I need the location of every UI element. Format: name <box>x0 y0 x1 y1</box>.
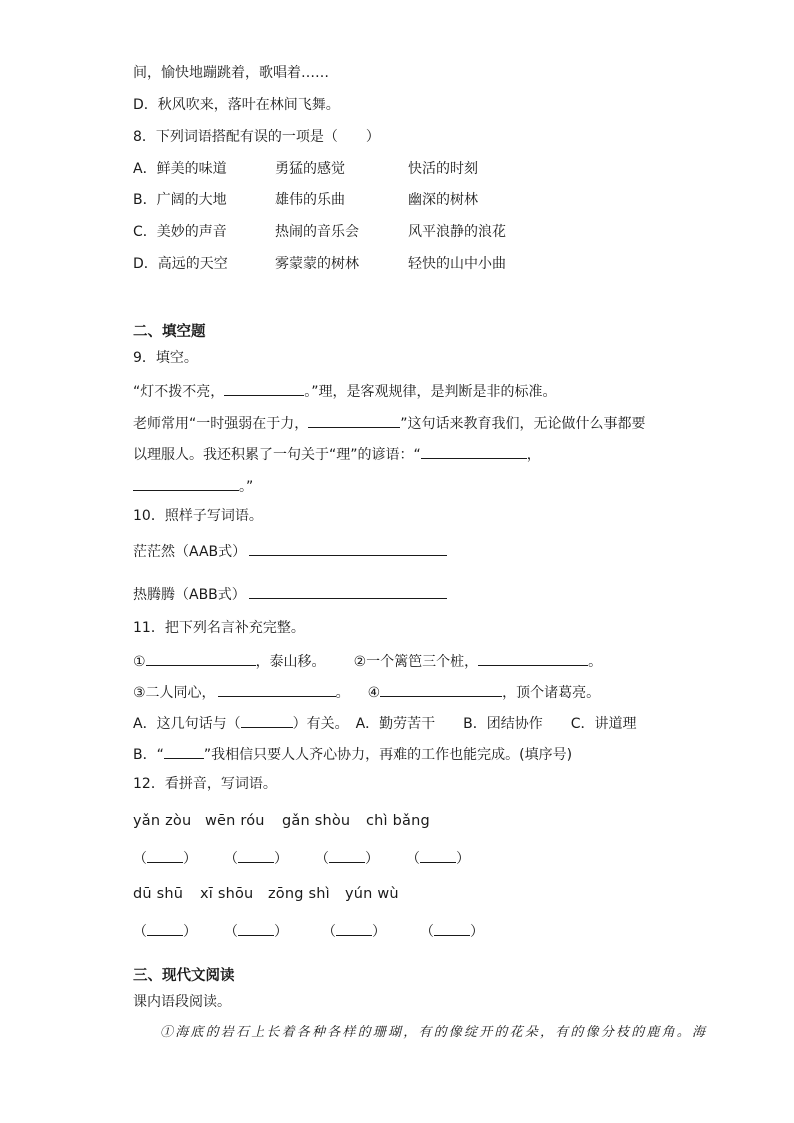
q12-blank-1[interactable] <box>147 848 183 863</box>
q12-blank-4[interactable] <box>420 848 456 863</box>
section-2-title: 二、填空题 <box>133 324 206 340</box>
q9-line-1-text-a: “灯不拨不亮， <box>133 384 225 400</box>
q8-option-a-col3: 快活的时刻 <box>408 161 478 177</box>
q11-l2-text-a: ③二人同心， <box>133 685 216 701</box>
q11-l2-text-c: ④ <box>367 685 381 701</box>
q11-choice-a: A．勤劳苦干 <box>355 716 436 732</box>
q11-l4-text-a: B．“ <box>133 747 164 763</box>
q8-option-c-col3: 风平浪静的浪花 <box>408 224 506 240</box>
q7-option-c-continuation: 间，愉快地蹦跳着，歌唱着…… <box>133 65 329 81</box>
q12-answer-8: （ ） <box>420 921 484 941</box>
q12-blank-2[interactable] <box>238 848 274 863</box>
q9-line-2-text-b: ”这句话来教育我们，无论做什么事都要 <box>400 416 646 432</box>
q9-blank-3[interactable] <box>421 444 527 459</box>
q8-option-d: D．高远的天空 <box>133 256 228 272</box>
q9-line-2-text-a: 老师常用“一时强弱在于力， <box>133 416 309 432</box>
q9-line-1-text-b: 。”理，是客观规律，是判断是非的标准。 <box>304 384 557 400</box>
q9-blank-4[interactable] <box>133 476 239 491</box>
q12-pinyin-6: xī shōu <box>200 886 254 902</box>
q8-stem: 8．下列词语搭配有误的一项是（ ） <box>133 129 380 145</box>
q10-stem: 10．照样子写词语。 <box>133 508 263 524</box>
reading-paragraph-1: ①海底的岩石上长着各种各样的珊瑚，有的像绽开的花朵，有的像分枝的鹿角。海 <box>160 1025 708 1040</box>
q9-line-3-text-b: ， <box>526 447 541 463</box>
q8-option-c: C．美妙的声音 <box>133 224 227 240</box>
q9-blank-2[interactable] <box>308 413 400 428</box>
q7-option-d: D．秋风吹来，落叶在林间飞舞。 <box>133 97 340 113</box>
q8-option-d-col2: 雾蒙蒙的树林 <box>275 256 359 272</box>
q11-blank-4[interactable] <box>380 682 502 697</box>
q11-line-4 <box>133 744 572 764</box>
section-3-intro: 课内语段阅读。 <box>133 994 231 1010</box>
q9-line-3 <box>133 444 541 464</box>
q12-pinyin-1: yǎn zòu <box>133 813 192 829</box>
q11-line-1 <box>133 651 602 671</box>
q8-option-c-col2: 热闹的音乐会 <box>275 224 359 240</box>
q12-stem: 12．看拼音，写词语。 <box>133 776 277 792</box>
q8-option-b: B．广阔的大地 <box>133 192 227 208</box>
q10-blank-b[interactable] <box>249 584 447 599</box>
q12-blank-8[interactable] <box>434 921 470 936</box>
q12-answer-2: （ ） <box>224 848 288 868</box>
q11-line-3 <box>133 713 637 733</box>
q8-option-a-col2: 勇猛的感觉 <box>275 161 345 177</box>
q11-line-2 <box>133 682 600 702</box>
q9-line-4-text-b: 。” <box>239 479 254 495</box>
q11-l1-text-b: ，泰山移。 <box>255 654 326 670</box>
q12-pinyin-7: zōng shì <box>268 886 330 902</box>
q12-pinyin-3: gǎn shòu <box>282 813 351 829</box>
q9-line-1 <box>133 381 557 401</box>
q12-answer-7: （ ） <box>322 921 386 941</box>
q10-item-b-label: 热腾腾（ABB式） <box>133 587 246 603</box>
q9-line-4 <box>133 476 253 496</box>
q9-line-2 <box>133 413 646 433</box>
q9-blank-1[interactable] <box>224 381 304 396</box>
q11-l1-text-c: ②一个篱笆三个桩， <box>353 654 479 670</box>
q11-stem: 11．把下列名言补充完整。 <box>133 620 305 636</box>
q12-pinyin-4: chì bǎng <box>366 813 430 829</box>
q8-option-b-col2: 雄伟的乐曲 <box>275 192 345 208</box>
q8-option-a: A．鲜美的味道 <box>133 161 227 177</box>
q12-pinyin-5: dū shū <box>133 886 184 902</box>
q12-answer-4: （ ） <box>406 848 470 868</box>
q11-blank-1[interactable] <box>146 651 256 666</box>
q8-option-d-col3: 轻快的山中小曲 <box>408 256 506 272</box>
q12-answer-6: （ ） <box>224 921 288 941</box>
q11-blank-6[interactable] <box>164 744 204 759</box>
q11-blank-3[interactable] <box>218 682 336 697</box>
q11-l1-text-a: ① <box>133 654 146 670</box>
q10-item-b <box>133 584 447 604</box>
q12-blank-5[interactable] <box>147 921 183 936</box>
q12-answer-3: （ ） <box>315 848 379 868</box>
q12-blank-3[interactable] <box>329 848 365 863</box>
q12-answer-1: （ ） <box>133 848 197 868</box>
q12-blank-6[interactable] <box>238 921 274 936</box>
q12-blank-7[interactable] <box>336 921 372 936</box>
q11-l1-text-d: 。 <box>588 654 603 670</box>
q8-option-b-col3: 幽深的树林 <box>408 192 478 208</box>
q12-pinyin-2: wēn róu <box>205 813 265 829</box>
q12-pinyin-8: yún wù <box>345 886 399 902</box>
q11-l3-text-a: A．这几句话与（ <box>133 716 241 732</box>
q10-item-a-label: 茫茫然（AAB式） <box>133 544 247 560</box>
q11-choice-b: B．团结协作 <box>463 716 543 732</box>
q10-blank-a[interactable] <box>249 541 447 556</box>
q11-l2-text-d: ，顶个诸葛亮。 <box>502 685 601 701</box>
q12-answer-5: （ ） <box>133 921 197 941</box>
section-3-title: 三、现代文阅读 <box>133 968 235 984</box>
q11-l4-text-b: ”我相信只要人人齐心协力，再难的工作也能完成。(填序号) <box>203 747 573 763</box>
q9-line-3-text-a: 以理服人。我还积累了一句关于“理”的谚语：“ <box>133 447 421 463</box>
q10-item-a <box>133 541 447 561</box>
q11-choice-c: C．讲道理 <box>570 716 637 732</box>
q9-stem: 9．填空。 <box>133 350 198 366</box>
q11-l2-text-b: 。 <box>335 685 350 701</box>
q11-l3-text-b: ）有关。 <box>292 716 349 732</box>
q11-blank-5[interactable] <box>241 713 293 728</box>
q11-blank-2[interactable] <box>478 651 588 666</box>
